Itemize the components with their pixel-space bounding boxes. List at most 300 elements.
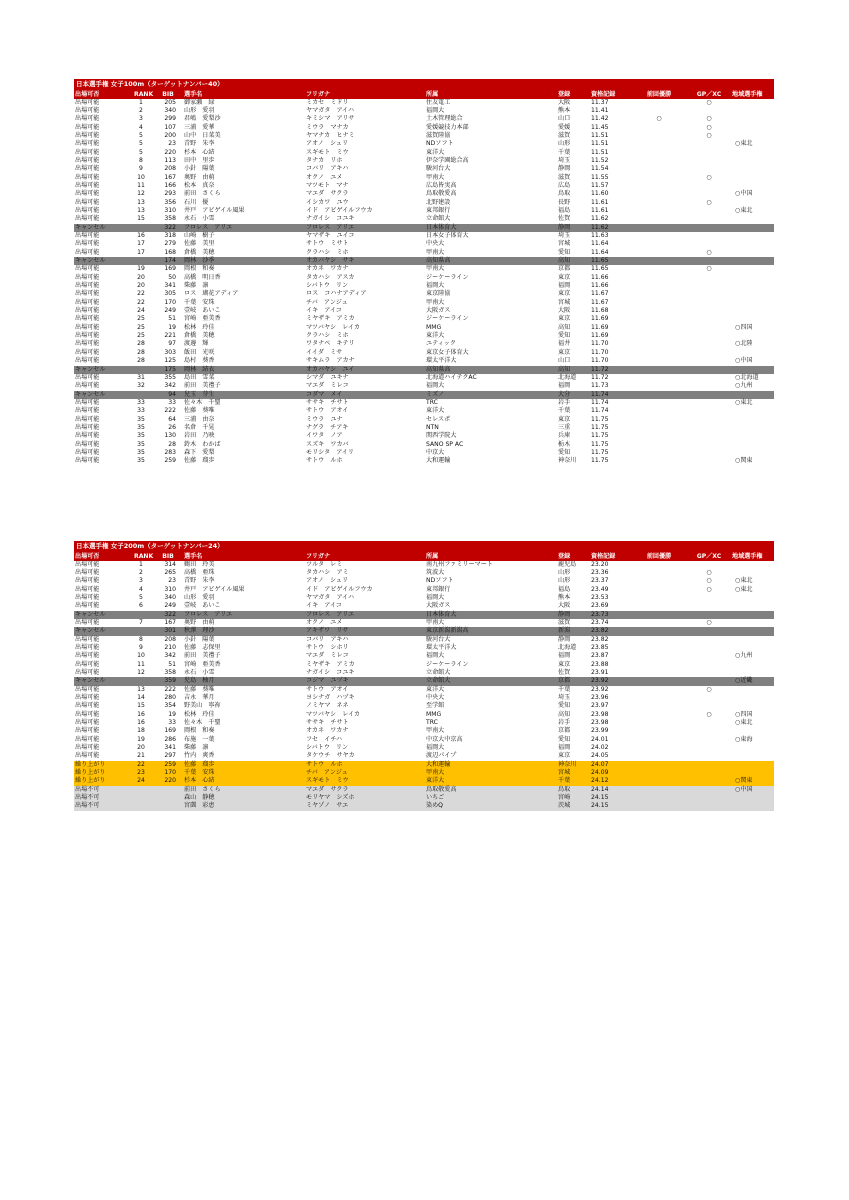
record-cell: 23.36: [591, 568, 609, 576]
record-cell: 23.53: [591, 593, 609, 601]
team-cell: 環太平洋大: [426, 643, 457, 651]
athlete-name-cell: 奥野 由萌: [184, 173, 215, 181]
team-cell: 福岡大: [426, 744, 445, 752]
team-cell: 北海道ハイテクAC: [426, 373, 477, 381]
status-cell: 繰り上がり: [75, 777, 106, 785]
table-row: [74, 711, 774, 719]
record-cell: 11.69: [591, 323, 609, 331]
prefecture-cell: 宮城: [558, 769, 571, 777]
athlete-name-cell: 壹岐 あいこ: [184, 602, 221, 610]
table-row: [74, 149, 774, 157]
record-cell: 23.20: [591, 560, 609, 568]
status-cell: 出場可能: [75, 190, 100, 198]
prefecture-cell: 滋賀: [558, 131, 571, 139]
table-row: [74, 99, 774, 107]
rank-cell: 22: [137, 298, 145, 306]
rank-cell: 35: [137, 448, 145, 456]
athlete-name-cell: 山形 愛羽: [184, 106, 215, 114]
athlete-name-cell: 鶴田 玲美: [184, 560, 215, 568]
bib-cell: 259: [164, 760, 176, 768]
rank-cell: 17: [137, 248, 145, 256]
prefecture-cell: 愛知: [558, 448, 571, 456]
team-cell: 広島皆実高: [426, 181, 457, 189]
table-row: [74, 107, 774, 115]
table-row: [74, 449, 774, 457]
team-cell: 大阪ガス: [426, 602, 451, 610]
team-cell: NDソフト: [426, 577, 454, 585]
status-cell: 出場可能: [75, 273, 100, 281]
prefecture-cell: 東京: [558, 290, 571, 298]
team-cell: 立命館大: [426, 215, 451, 223]
status-cell: 出場可能: [75, 298, 100, 306]
team-cell: 福岡大: [426, 593, 445, 601]
prefecture-cell: 高知: [558, 323, 571, 331]
athlete-name-cell: 野美山 寧祢: [184, 702, 221, 710]
bib-cell: 249: [164, 602, 176, 610]
table-row: [74, 432, 774, 440]
rank-cell: 1: [139, 98, 143, 106]
bib-cell: 220: [164, 777, 176, 785]
status-cell: 出場可能: [75, 98, 100, 106]
record-cell: 11.41: [591, 106, 609, 114]
status-cell: 出場可能: [75, 618, 100, 626]
table-row: [74, 174, 774, 182]
team-cell: 甲南大: [426, 248, 445, 256]
status-cell: 出場可能: [75, 719, 100, 727]
table-row: [74, 407, 774, 415]
bib-cell: 19: [168, 710, 176, 718]
team-cell: 北野建設: [426, 198, 451, 206]
athlete-name-cell: 宮薗 彩恵: [184, 802, 215, 810]
prefecture-cell: 東京: [558, 660, 571, 668]
status-cell: 出場可能: [75, 373, 100, 381]
status-cell: キャンセル: [75, 223, 106, 231]
team-cell: 高知県高: [426, 365, 451, 373]
record-cell: 24.15: [591, 802, 609, 810]
prefecture-cell: 静岡: [558, 223, 571, 231]
bib-cell: 130: [164, 432, 176, 440]
bib-cell: 293: [164, 190, 176, 198]
bib-cell: 310: [164, 206, 176, 214]
athlete-name-cell: 佐藤 瑠歩: [184, 760, 215, 768]
athlete-name-cell: 杉本 心結: [184, 777, 215, 785]
rank-cell: 5: [139, 148, 143, 156]
rank-cell: 28: [137, 357, 145, 365]
athlete-name-cell: 倉橋 美穂: [184, 332, 215, 340]
table-body: [74, 99, 774, 466]
prefecture-cell: 千葉: [558, 148, 571, 156]
furigana-cell: サトウ ミサト: [306, 240, 349, 248]
status-cell: 出場可能: [75, 448, 100, 456]
bib-cell: 279: [164, 240, 176, 248]
status-cell: キャンセル: [75, 677, 106, 685]
regional-cell: ○四国: [735, 323, 753, 331]
regional-cell: ○北海道: [735, 373, 759, 381]
prefecture-cell: 東京: [558, 415, 571, 423]
regional-cell: ○東北: [735, 719, 753, 727]
table-row: [74, 744, 774, 752]
athlete-name-cell: 島村 葵香: [184, 357, 215, 365]
bib-cell: 341: [164, 282, 176, 290]
prefecture-cell: 滋賀: [558, 618, 571, 626]
athlete-name-cell: 永石 小雪: [184, 215, 215, 223]
table-row: [74, 215, 774, 223]
table-row: [74, 794, 774, 802]
prefecture-cell: 三重: [558, 423, 571, 431]
status-cell: 出場可能: [75, 106, 100, 114]
bib-cell: 342: [164, 652, 176, 660]
athlete-name-cell: 名倉 千晃: [184, 423, 215, 431]
furigana-cell: シマダ ユキナ: [306, 373, 349, 381]
furigana-cell: サトウ シホリ: [306, 643, 349, 651]
status-cell: 出場可能: [75, 173, 100, 181]
gp-xc-cell: ○: [706, 685, 712, 693]
rank-cell: 15: [137, 702, 145, 710]
table-row: [74, 324, 774, 332]
rank-cell: 28: [137, 340, 145, 348]
table-row: [74, 661, 774, 669]
rank-cell: 2: [139, 568, 143, 576]
status-cell: 繰り上がり: [75, 769, 106, 777]
bib-cell: 299: [164, 115, 176, 123]
bib-cell: 170: [164, 769, 176, 777]
furigana-cell: マエダ サクラ: [306, 785, 349, 793]
table-row: [74, 686, 774, 694]
prefecture-cell: 静岡: [558, 635, 571, 643]
record-cell: 11.51: [591, 148, 609, 156]
furigana-cell: タナカ リホ: [306, 156, 343, 164]
team-cell: 大和運輸: [426, 760, 451, 768]
furigana-cell: スギモト ミウ: [306, 148, 349, 156]
header-record: 資格記録: [591, 552, 616, 560]
table-row: [74, 424, 774, 432]
prefecture-cell: 高知: [558, 710, 571, 718]
team-cell: 東京女子体育大: [426, 348, 469, 356]
record-cell: 11.73: [591, 382, 609, 390]
team-cell: 福岡大: [426, 106, 445, 114]
furigana-cell: ミヤザキ アミカ: [306, 660, 355, 668]
bib-cell: 220: [164, 148, 176, 156]
record-cell: 24.02: [591, 744, 609, 752]
team-cell: 環太平洋大: [426, 357, 457, 365]
status-cell: 出場可能: [75, 265, 100, 273]
team-cell: 甲南大: [426, 769, 445, 777]
team-cell: ジーケーライン: [426, 315, 469, 323]
regional-cell: ○中国: [735, 190, 753, 198]
regional-cell: ○中国: [735, 357, 753, 365]
furigana-cell: ミヤゾノ サエ: [306, 802, 349, 810]
furigana-cell: アオノ シュリ: [306, 577, 349, 585]
team-cell: ミズノ: [426, 390, 445, 398]
rank-cell: 13: [137, 198, 145, 206]
prefecture-cell: 熊本: [558, 593, 571, 601]
record-cell: 11.37: [591, 98, 609, 106]
athlete-name-cell: 島田 雪菜: [184, 373, 215, 381]
table-row: [74, 199, 774, 207]
header-team: 所属: [426, 552, 439, 560]
prefecture-cell: 福岡: [558, 282, 571, 290]
prefecture-cell: 静岡: [558, 165, 571, 173]
table-row: [74, 577, 774, 585]
team-cell: 中京大: [426, 448, 445, 456]
regional-cell: ○近畿: [735, 677, 753, 685]
furigana-cell: ヨシナガ ハヅキ: [306, 694, 355, 701]
athlete-name-cell: 布施 一葉: [184, 735, 215, 743]
rank-cell: 25: [137, 332, 145, 340]
header-prev-winner: 前回優勝: [646, 90, 672, 98]
athlete-name-cell: 松林 玲佳: [184, 323, 215, 331]
table-title: 日本選手権 女子100m（ターゲットナンバー40）: [74, 79, 774, 90]
prefecture-cell: 東京: [558, 315, 571, 323]
team-cell: NDソフト: [426, 140, 454, 148]
athlete-name-cell: 兒玉 芽生: [184, 390, 215, 398]
record-cell: 11.75: [591, 440, 609, 448]
bib-cell: 265: [164, 568, 176, 576]
record-cell: 11.51: [591, 140, 609, 148]
team-cell: 南九州ファミリーマート: [426, 560, 493, 568]
athlete-name-cell: 山形 愛羽: [184, 593, 215, 601]
table-row: [74, 290, 774, 298]
team-cell: 筑波大: [426, 568, 445, 576]
status-cell: 出場可能: [75, 232, 100, 239]
status-cell: 繰り上がり: [75, 760, 106, 768]
table-row: [74, 399, 774, 407]
athlete-name-cell: 宮崎 亜美香: [184, 315, 221, 323]
athlete-name-cell: 児島 柚月: [184, 677, 215, 685]
athlete-name-cell: 佐々木 千聖: [184, 719, 221, 727]
bib-cell: 340: [164, 593, 176, 601]
table-row: [74, 611, 774, 619]
athlete-name-cell: フロレス アリエ: [184, 610, 233, 618]
table-row: [74, 332, 774, 340]
team-cell: 甲南大: [426, 298, 445, 306]
rank-cell: 9: [139, 165, 143, 173]
bib-cell: 169: [164, 727, 176, 735]
furigana-cell: マエダ ミレコ: [306, 652, 349, 660]
team-cell: 甲南大: [426, 173, 445, 181]
athlete-name-cell: 松林 玲佳: [184, 710, 215, 718]
athlete-name-cell: 森山 静穂: [184, 794, 215, 802]
prefecture-cell: 東京: [558, 273, 571, 281]
status-cell: 出場可能: [75, 215, 100, 223]
status-cell: 出場可能: [75, 332, 100, 340]
team-cell: 渡辺パイプ: [426, 752, 457, 760]
prefecture-cell: 千葉: [558, 777, 571, 785]
furigana-cell: ササキ チサト: [306, 398, 349, 406]
rank-cell: 21: [137, 752, 145, 760]
header-status: 出場可否: [75, 552, 100, 560]
bib-cell: 249: [164, 307, 176, 315]
team-cell: 中央大: [426, 694, 445, 701]
bib-cell: 166: [164, 181, 176, 189]
record-cell: 23.88: [591, 660, 609, 668]
record-cell: 11.62: [591, 223, 609, 231]
team-cell: TRC: [426, 398, 438, 406]
bib-cell: 208: [164, 165, 176, 173]
status-cell: 出場可能: [75, 315, 100, 323]
athlete-name-cell: 佐藤 美里: [184, 240, 215, 248]
athlete-name-cell: 山崎 樹子: [184, 232, 215, 239]
status-cell: 出場不可: [75, 785, 100, 793]
rank-cell: 6: [139, 602, 143, 610]
rank-cell: 22: [137, 760, 145, 768]
table-row: [74, 257, 774, 265]
table-row: [74, 694, 774, 702]
furigana-cell: オカバヤシ サキ: [306, 257, 355, 265]
team-cell: 中央大: [426, 240, 445, 248]
record-cell: 11.65: [591, 265, 609, 273]
bib-cell: 23: [168, 140, 176, 148]
furigana-cell: ロス コハナアディア: [306, 290, 367, 298]
bib-cell: 322: [164, 223, 176, 231]
record-cell: 24.12: [591, 777, 609, 785]
regional-cell: ○東海: [735, 735, 753, 743]
team-cell: 滋賀陸協: [426, 131, 451, 139]
record-cell: 11.70: [591, 348, 609, 356]
team-cell: ジーケーライン: [426, 273, 469, 281]
prefecture-cell: 愛知: [558, 248, 571, 256]
bib-cell: 222: [164, 685, 176, 693]
regional-cell: ○九州: [735, 652, 753, 660]
rank-cell: 13: [137, 206, 145, 214]
status-cell: 出場不可: [75, 802, 100, 810]
table-row: [74, 636, 774, 644]
athlete-name-cell: 奥野 由萌: [184, 618, 215, 626]
athlete-name-cell: 秋澤 理沙: [184, 627, 215, 635]
regional-cell: ○関東: [735, 777, 753, 785]
prefecture-cell: 愛知: [558, 735, 571, 743]
header-prev-winner: 前回優勝: [646, 552, 672, 560]
record-cell: 11.51: [591, 131, 609, 139]
header-bib: BIB: [162, 552, 174, 560]
status-cell: 出場可能: [75, 415, 100, 423]
prefecture-cell: 鹿児島: [558, 560, 577, 568]
prefecture-cell: 大阪: [558, 307, 571, 315]
furigana-cell: シバトウ リン: [306, 744, 349, 752]
rank-cell: 35: [137, 457, 145, 465]
bib-cell: 125: [164, 357, 176, 365]
prefecture-cell: 福岡: [558, 744, 571, 752]
table-row: [74, 190, 774, 198]
table-row: [74, 441, 774, 449]
team-cell: 東洋大: [426, 777, 445, 785]
rank-cell: 9: [139, 643, 143, 651]
status-cell: 出場可能: [75, 710, 100, 718]
status-cell: 出場可能: [75, 593, 100, 601]
furigana-cell: ヤマナカ ヒナミ: [306, 131, 355, 139]
furigana-cell: コダマ メイ: [306, 390, 343, 398]
table-row: [74, 627, 774, 635]
rank-cell: 16: [137, 232, 145, 239]
rank-cell: 4: [139, 123, 143, 131]
furigana-cell: アオノ シュリ: [306, 140, 349, 148]
team-cell: TRC: [426, 719, 438, 727]
table-row: [74, 124, 774, 132]
team-cell: 大阪ガス: [426, 307, 451, 315]
regional-cell: ○北陸: [735, 340, 753, 348]
furigana-cell: タカハシ アスカ: [306, 273, 355, 281]
gp-xc-cell: ○: [706, 585, 712, 593]
furigana-cell: チバ アンジュ: [306, 298, 348, 306]
rank-cell: 16: [137, 710, 145, 718]
record-cell: 11.68: [591, 307, 609, 315]
prefecture-cell: 山形: [558, 140, 571, 148]
bib-cell: 33: [168, 719, 176, 727]
regional-cell: ○四国: [735, 710, 753, 718]
rank-cell: 18: [137, 727, 145, 735]
athlete-name-cell: 杉本 心結: [184, 148, 215, 156]
record-cell: 11.57: [591, 181, 609, 189]
status-cell: 出場可能: [75, 181, 100, 189]
gp-xc-cell: ○: [706, 618, 712, 626]
record-cell: 11.64: [591, 240, 609, 248]
header-rank: RANK: [134, 90, 154, 98]
rank-cell: 24: [137, 307, 145, 315]
bib-cell: 354: [164, 702, 176, 710]
table-row: [74, 727, 774, 735]
prefecture-cell: 北海道: [558, 373, 577, 381]
gp-xc-cell: ○: [706, 131, 712, 139]
bib-cell: 167: [164, 618, 176, 626]
athlete-name-cell: 吉永 華月: [184, 694, 215, 701]
record-cell: 23.73: [591, 610, 609, 618]
status-cell: 出場可能: [75, 407, 100, 415]
team-cell: 東邦銀行: [426, 585, 451, 593]
status-cell: 出場可能: [75, 752, 100, 760]
rank-cell: 35: [137, 432, 145, 440]
rank-cell: 1: [139, 560, 143, 568]
furigana-cell: オカネ ワカナ: [306, 265, 349, 273]
header-regional: 地域選手権: [732, 552, 763, 560]
bib-cell: 359: [164, 677, 176, 685]
rank-cell: 7: [139, 618, 143, 626]
record-cell: 23.92: [591, 685, 609, 693]
table-row: [74, 594, 774, 602]
prefecture-cell: 茨城: [558, 802, 571, 810]
record-cell: 23.49: [591, 585, 609, 593]
bib-cell: 303: [164, 348, 176, 356]
team-cell: 大和運輸: [426, 457, 451, 465]
rank-cell: 20: [137, 744, 145, 752]
athlete-name-cell: 鈴木 わかば: [184, 440, 221, 448]
record-cell: 23.91: [591, 668, 609, 676]
bib-cell: 170: [164, 298, 176, 306]
entry-table-200m: [74, 541, 774, 811]
table-row: [74, 299, 774, 307]
prefecture-cell: 山形: [558, 577, 571, 585]
table-row: [74, 349, 774, 357]
furigana-cell: ミカセ ミドリ: [306, 98, 349, 106]
record-cell: 11.74: [591, 398, 609, 406]
furigana-cell: サキムラ アカナ: [306, 357, 355, 365]
bib-cell: 283: [164, 448, 176, 456]
athlete-name-cell: 佐々木 千聖: [184, 398, 221, 406]
prefecture-cell: 山口: [558, 115, 571, 123]
rank-cell: 32: [137, 382, 145, 390]
record-cell: 11.75: [591, 423, 609, 431]
team-cell: 愛媛競技力本部: [426, 123, 469, 131]
furigana-cell: マツモト マナ: [306, 181, 349, 189]
team-cell: 染めQ: [426, 802, 443, 810]
table-row: [74, 274, 774, 282]
athlete-name-cell: 前田 美禮子: [184, 652, 221, 660]
record-cell: 11.67: [591, 298, 609, 306]
header-gp-xc: GP／XC: [696, 90, 722, 98]
status-cell: 出場可能: [75, 115, 100, 123]
status-cell: キャンセル: [75, 365, 106, 373]
rank-cell: 22: [137, 290, 145, 298]
record-cell: 11.74: [591, 407, 609, 415]
